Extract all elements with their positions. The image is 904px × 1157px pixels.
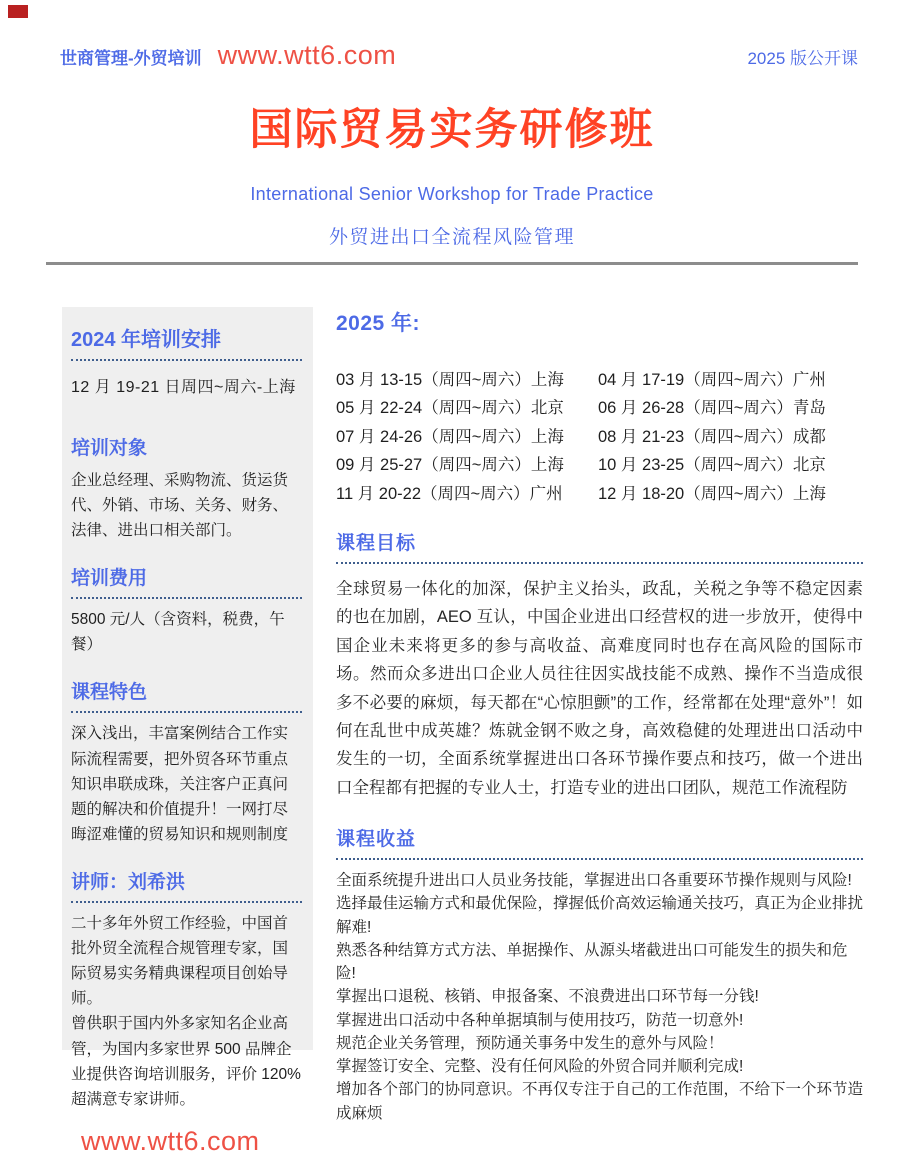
subtitle-chinese: 外贸进出口全流程风险管理 — [328, 227, 575, 248]
schedule-row — [336, 397, 863, 420]
schedule-item: 10 月 23-25（周四~周六）北京 — [598, 456, 826, 475]
dotted-divider — [71, 711, 302, 713]
date-2024: 12 月 19-21 日周四~周六-上海 — [71, 379, 296, 396]
sidebar-website-link[interactable]: www.wtt6.com — [81, 1125, 260, 1156]
lecturer-text-1: 二十多年外贸工作经验，中国首批外贸全流程合规管理专家，国际贸易实务精典课程项目创始导师。 — [71, 915, 289, 1008]
heading-lecturer: 讲师：刘希洪 — [71, 872, 186, 893]
section-2024-plan — [71, 323, 302, 401]
schedule-2025 — [336, 369, 863, 506]
benefit-item: 掌握签订安全、完整、没有任何风险的外贸合同并顺利完成! — [336, 1058, 744, 1076]
schedule-row — [336, 454, 863, 477]
dotted-divider — [71, 597, 302, 599]
benefit-item: 掌握进出口活动中各种单据填制与使用技巧，防范一切意外! — [336, 1011, 744, 1029]
schedule-item: 11 月 20-22（周四~周六）广州 — [336, 484, 563, 503]
schedule-item: 12 月 18-20（周四~周六）上海 — [598, 484, 826, 503]
section-audience — [71, 433, 302, 543]
section-benefits — [336, 824, 863, 1125]
content-area — [62, 307, 904, 1156]
fee-text: 5800 元/人（含资料，税费，午餐） — [71, 611, 285, 654]
benefit-list — [336, 869, 863, 1125]
header-website-link[interactable]: www.wtt6.com — [217, 40, 397, 70]
benefit-item: 熟悉各种结算方式方法、单据操作、从源头堵截进出口可能发生的损失和危险! — [336, 941, 848, 983]
section-fee — [71, 563, 302, 657]
edition-label: 2025 版公开课 — [747, 49, 858, 68]
goals-text: 全球贸易一体化的加深，保护主义抬头，政乱，关税之争等不稳定因素的也在加剧，AEO 互认，中国企业进出口经营权的进一步放开，使得中国企业未来将更多的参与高收益、高难度同时也存在高风险的国际市场。然而众多进出口企业人员往往因实战技能不成熟、操作不当造成很多不必要的麻烦，每天都在“心惊胆颤”的工作，经常都在处理“意外”！如何在乱世中成英雄？炼就金钢不败之身，高效稳健的处理进出口活动中发生的一切，全面系统掌握进出口各环节操作要点和技巧，做一个进出口全程都有把握的专业人士，打造专业的进出口团队，规范工作流程防 — [336, 580, 863, 797]
heading-goals: 课程目标 — [336, 533, 417, 555]
sidebar-panel — [62, 307, 313, 1156]
header-divider — [46, 262, 858, 265]
schedule-item: 06 月 26-28（周四~周六）青岛 — [598, 399, 826, 418]
dotted-divider — [71, 359, 302, 361]
section-goals — [336, 528, 863, 802]
schedule-item: 03 月 13-15（周四~周六）上海 — [336, 371, 564, 389]
heading-features: 课程特色 — [71, 682, 148, 704]
section-features — [71, 677, 302, 847]
schedule-item: 09 月 25-27（周四~周六）上海 — [336, 456, 564, 475]
dotted-divider — [336, 858, 863, 860]
benefit-item: 掌握出口退税、核销、申报备案、不浪费进出口环节每一分钱! — [336, 988, 759, 1006]
dotted-divider — [71, 901, 302, 903]
schedule-item: 07 月 24-26（周四~周六）上海 — [336, 427, 564, 446]
heading-benefits: 课程收益 — [336, 829, 417, 851]
schedule-item: 04 月 17-19（周四~周六）广州 — [598, 371, 826, 389]
features-text: 深入浅出，丰富案例结合工作实际流程需要，把外贸各环节重点知识串联成珠，关注客户正真问题的解决和价值提升！一网打尽晦涩难懂的贸易知识和规则制度 — [71, 725, 289, 843]
schedule-row — [336, 426, 863, 449]
page-title: 国际贸易实务研修班 — [249, 106, 655, 154]
schedule-row — [336, 369, 863, 392]
benefit-item: 规范企业关务管理，预防通关事务中发生的意外与风险！ — [336, 1034, 724, 1052]
subtitle-english: International Senior Workshop for Trade Practice — [250, 184, 654, 204]
benefit-item: 增加各个部门的协同意识。不再仅专注于自己的工作范围，不给下一个环节造成麻烦 — [336, 1081, 864, 1122]
heading-fee: 培训费用 — [71, 568, 148, 590]
heading-2024-plan: 2024 年培训安排 — [71, 329, 222, 351]
benefit-item: 全面系统提升进出口人员业务技能，掌握进出口各重要环节操作规则与风险! — [336, 872, 852, 890]
lecturer-text-2: 曾供职于国内外多家知名企业高管，为国内多家世界 500 品牌企业提供咨询培训服务，评价 120%超满意专家讲师。 — [71, 1015, 301, 1108]
brand-label: 世商管理-外贸培训 — [60, 49, 202, 68]
audience-text: 企业总经理、采购物流、货运货代、外销、市场、关务、财务、法律、进出口相关部门。 — [71, 471, 289, 540]
section-lecturer — [71, 867, 302, 1112]
heading-audience: 培训对象 — [71, 437, 148, 459]
corner-mark — [8, 5, 28, 18]
page-header — [0, 0, 904, 71]
schedule-item: 08 月 21-23（周四~周六）成都 — [598, 427, 826, 446]
dotted-divider — [336, 562, 863, 564]
schedule-item: 05 月 22-24（周四~周六）北京 — [336, 399, 564, 418]
schedule-row — [336, 483, 863, 506]
heading-2025: 2025 年: — [336, 312, 421, 335]
benefit-item: 选择最佳运输方式和最优保险，撑握低价高效运输通关技巧，真正为企业排扰解难! — [336, 895, 864, 936]
main-column — [336, 307, 864, 1122]
